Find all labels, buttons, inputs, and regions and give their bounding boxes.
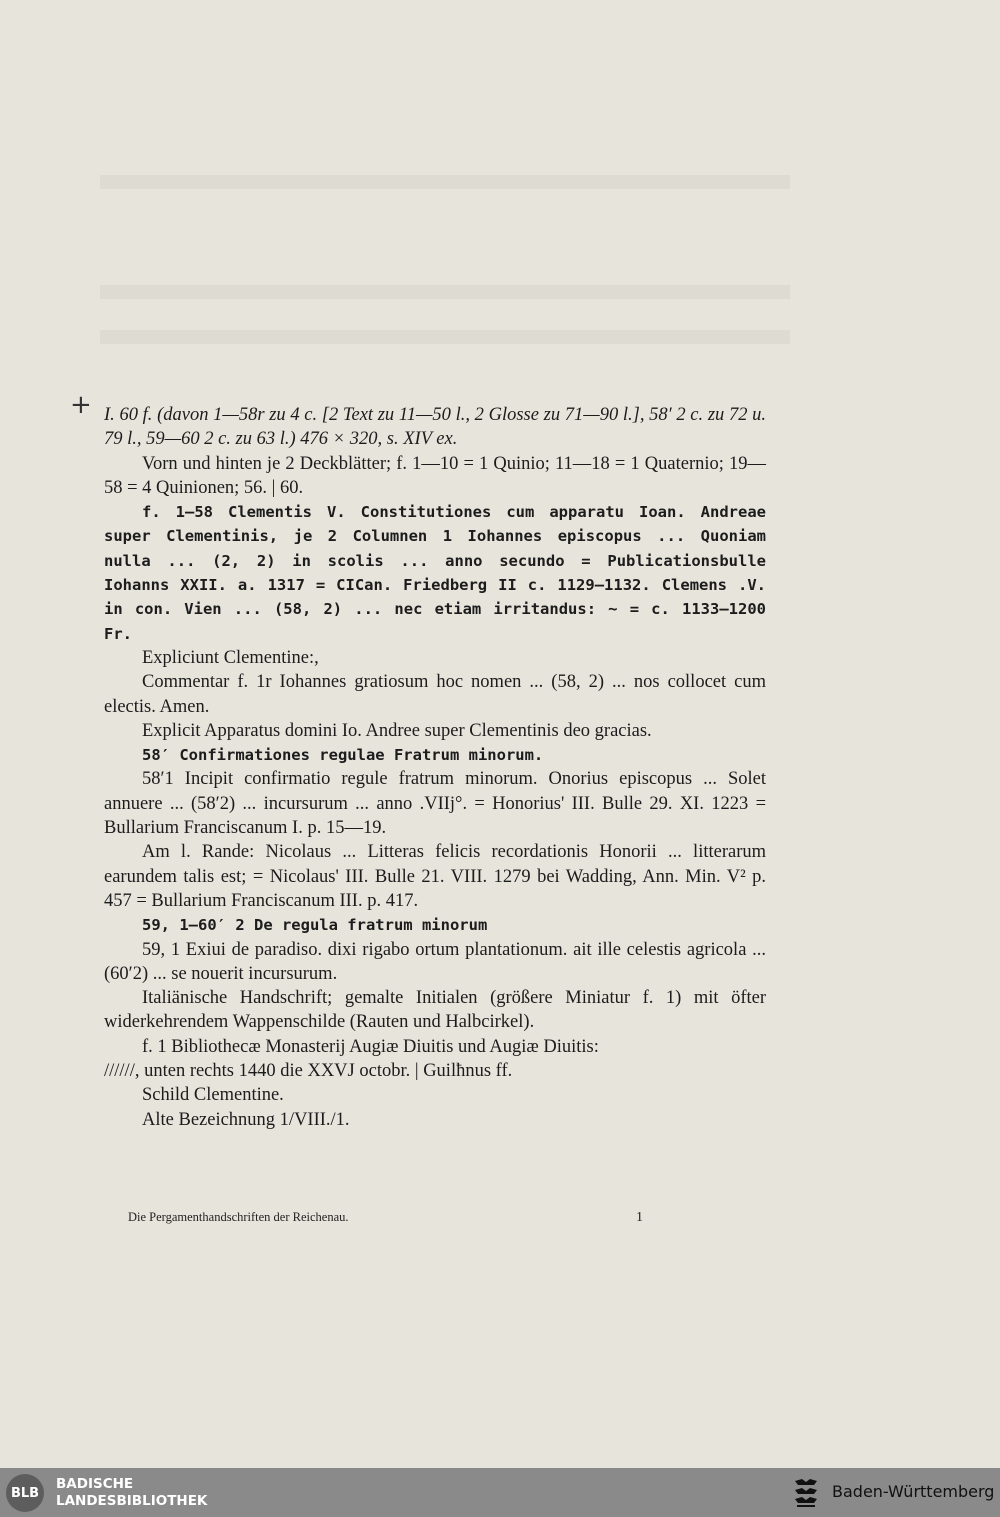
entry-paragraph: f. 1 Bibliothecæ Monasterij Augiæ Diuitis und Augiæ Diuitis: [142,1036,599,1057]
entry-paragraph: 59, 1—60′ 2 De regula fratrum minorum [142,916,488,935]
entry-paragraph: Expliciunt Clementine:, [142,647,319,668]
bleed-through [100,330,790,344]
entry-paragraph: Italiänische Handschrift; gemalte Initialen (größere Miniatur f. 1) mit öfter widerkehrendem Wappenschilde (Rauten und Halbcirkel). [104,988,766,1033]
entry-paragraph: I. 60 f. (davon 1—58r zu 4 c. [2 Text zu 11—50 l., 2 Glosse zu 71—90 l.], 58′ 2 c. zu 72 u. 79 l., 59—60 2 c. zu 63 l.) 476 × 320, s. XIV ex. [104,405,766,450]
margin-mark: + [70,390,92,420]
entry-paragraph: Vorn und hinten je 2 Deckblätter; f. 1—10 = 1 Quinio; 11—18 = 1 Quaternio; 19—58 = 4 Quinionen; 56. | 60. [104,453,766,498]
footer-title: Die Pergamenthandschriften der Reichenau. [128,1210,349,1224]
page-number: 1 [636,1210,643,1225]
entry-paragraph: Explicit Apparatus domini Io. Andree super Clementinis deo gracias. [142,720,652,741]
library-name-line2: LANDESBIBLIOTHEK [56,1493,208,1509]
library-bar [0,1468,1000,1517]
entry-paragraph: Am l. Rande: Nicolaus ... Litteras felicis recordationis Honorii ... litterarum earundem talis est; = Nicolaus' III. Bulle 21. VIII. 1279 bei Wadding, Ann. Min. V² p. 457 = Bullarium Franciscanum III. p. 417. [104,842,766,911]
entry-paragraph: 59, 1 Exiui de paradiso. dixi rigabo ortum plantationum. ait ille celestis agricola ... (60′2) ... se nouerit incursurum. [104,939,766,984]
page-footer [128,1210,668,1225]
entry-paragraph: //////, unten rechts 1440 die XXVJ octobr. | Guilħnus ff. [104,1061,513,1082]
entry-paragraph: 58′ Confirmationes regulae Fratrum minorum. [142,746,544,765]
state-emblem-icon [792,1477,820,1509]
entry-paragraph: Alte Bezeichnung 1/VIII./1. [142,1109,350,1130]
entry-paragraph: Schild Clementine. [142,1085,284,1106]
entry-paragraph: 58′1 Incipit confirmatio regule fratrum minorum. Onorius episcopus ... Solet annuere ... (58′2) ... incursurum ... anno .VIIj°. = Honorius' III. Bulle 29. XI. 1223 = Bullarium Franciscanum I. p. 15—19. [104,769,766,839]
library-name-line1: BADISCHE [56,1476,134,1492]
catalog-entry [104,403,766,1132]
state-name[interactable]: Baden-Württemberg [832,1482,995,1501]
entry-paragraph: Commentar f. 1r Iohannes gratiosum hoc nomen ... (58, 2) ... nos collocet cum electis. Amen. [104,672,766,717]
entry-paragraph: f. 1—58 Clementis V. Constitutiones cum apparatu Ioan. Andreae super Clementinis, je 2 Columnen 1 Iohannes episcopus ... Quoniam nulla ... (2, 2) in scolis ... anno secundo = Publicationsbulle Iohanns XXII. a. 1317 = CICan. Friedberg II c. 1129—1132. Clemens .V. in con. Vien ... (58, 2) ... nec etiam irritandus: ∼ = c. 1133—1200 Fr. [104,503,766,643]
bleed-through [100,285,790,299]
bleed-through [100,175,790,189]
blb-logo[interactable]: BLB [6,1474,44,1512]
library-name[interactable] [56,1476,207,1510]
